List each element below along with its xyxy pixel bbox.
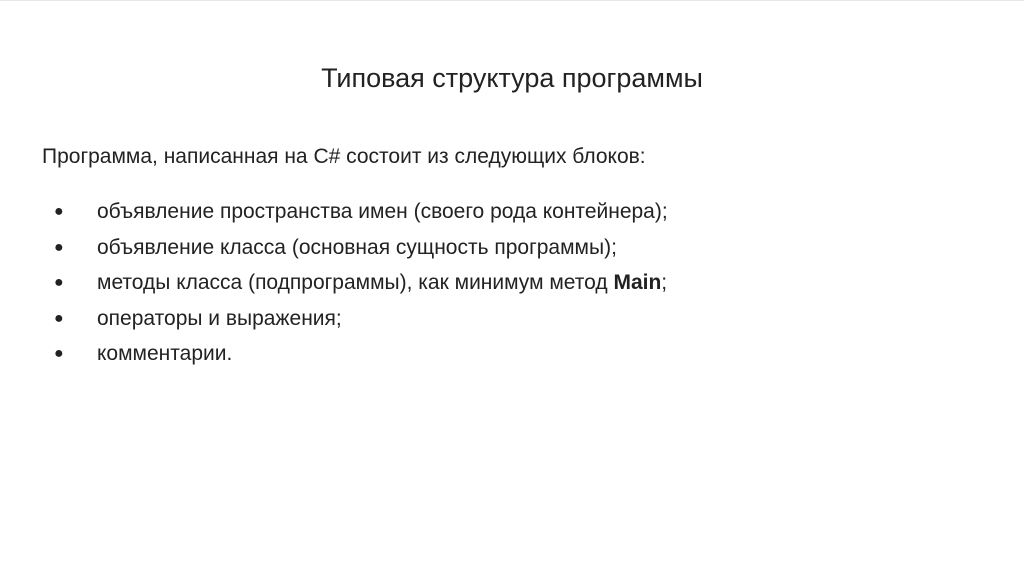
bullet-text: комментарии. <box>97 342 233 365</box>
bullet-text: объявление класса (основная сущность программы); <box>97 235 617 259</box>
bullet-dot-icon: ● <box>54 274 64 291</box>
bullet-dot-icon: ● <box>54 345 64 362</box>
bullet-text: операторы и выражения; <box>97 306 342 330</box>
bullet-text-after: ; <box>661 271 668 294</box>
bullet-text-before: методы класса (подпрограммы), как минимум метод <box>97 271 614 294</box>
slide-title: Типовая структура программы <box>321 63 703 93</box>
bullet-dot-icon: ● <box>54 309 64 327</box>
bullet-dot-icon: ● <box>54 238 64 256</box>
main-method-name: Main <box>613 271 662 294</box>
bullet-text: объявление пространства имен (своего рода контейнера); <box>97 200 668 223</box>
bullet-text <box>97 269 667 297</box>
slide-top-border <box>0 0 1024 1</box>
bullet-dot-icon: ● <box>54 203 64 220</box>
intro-text: Программа, написанная на C# состоит из следующих блоков: <box>42 145 646 168</box>
